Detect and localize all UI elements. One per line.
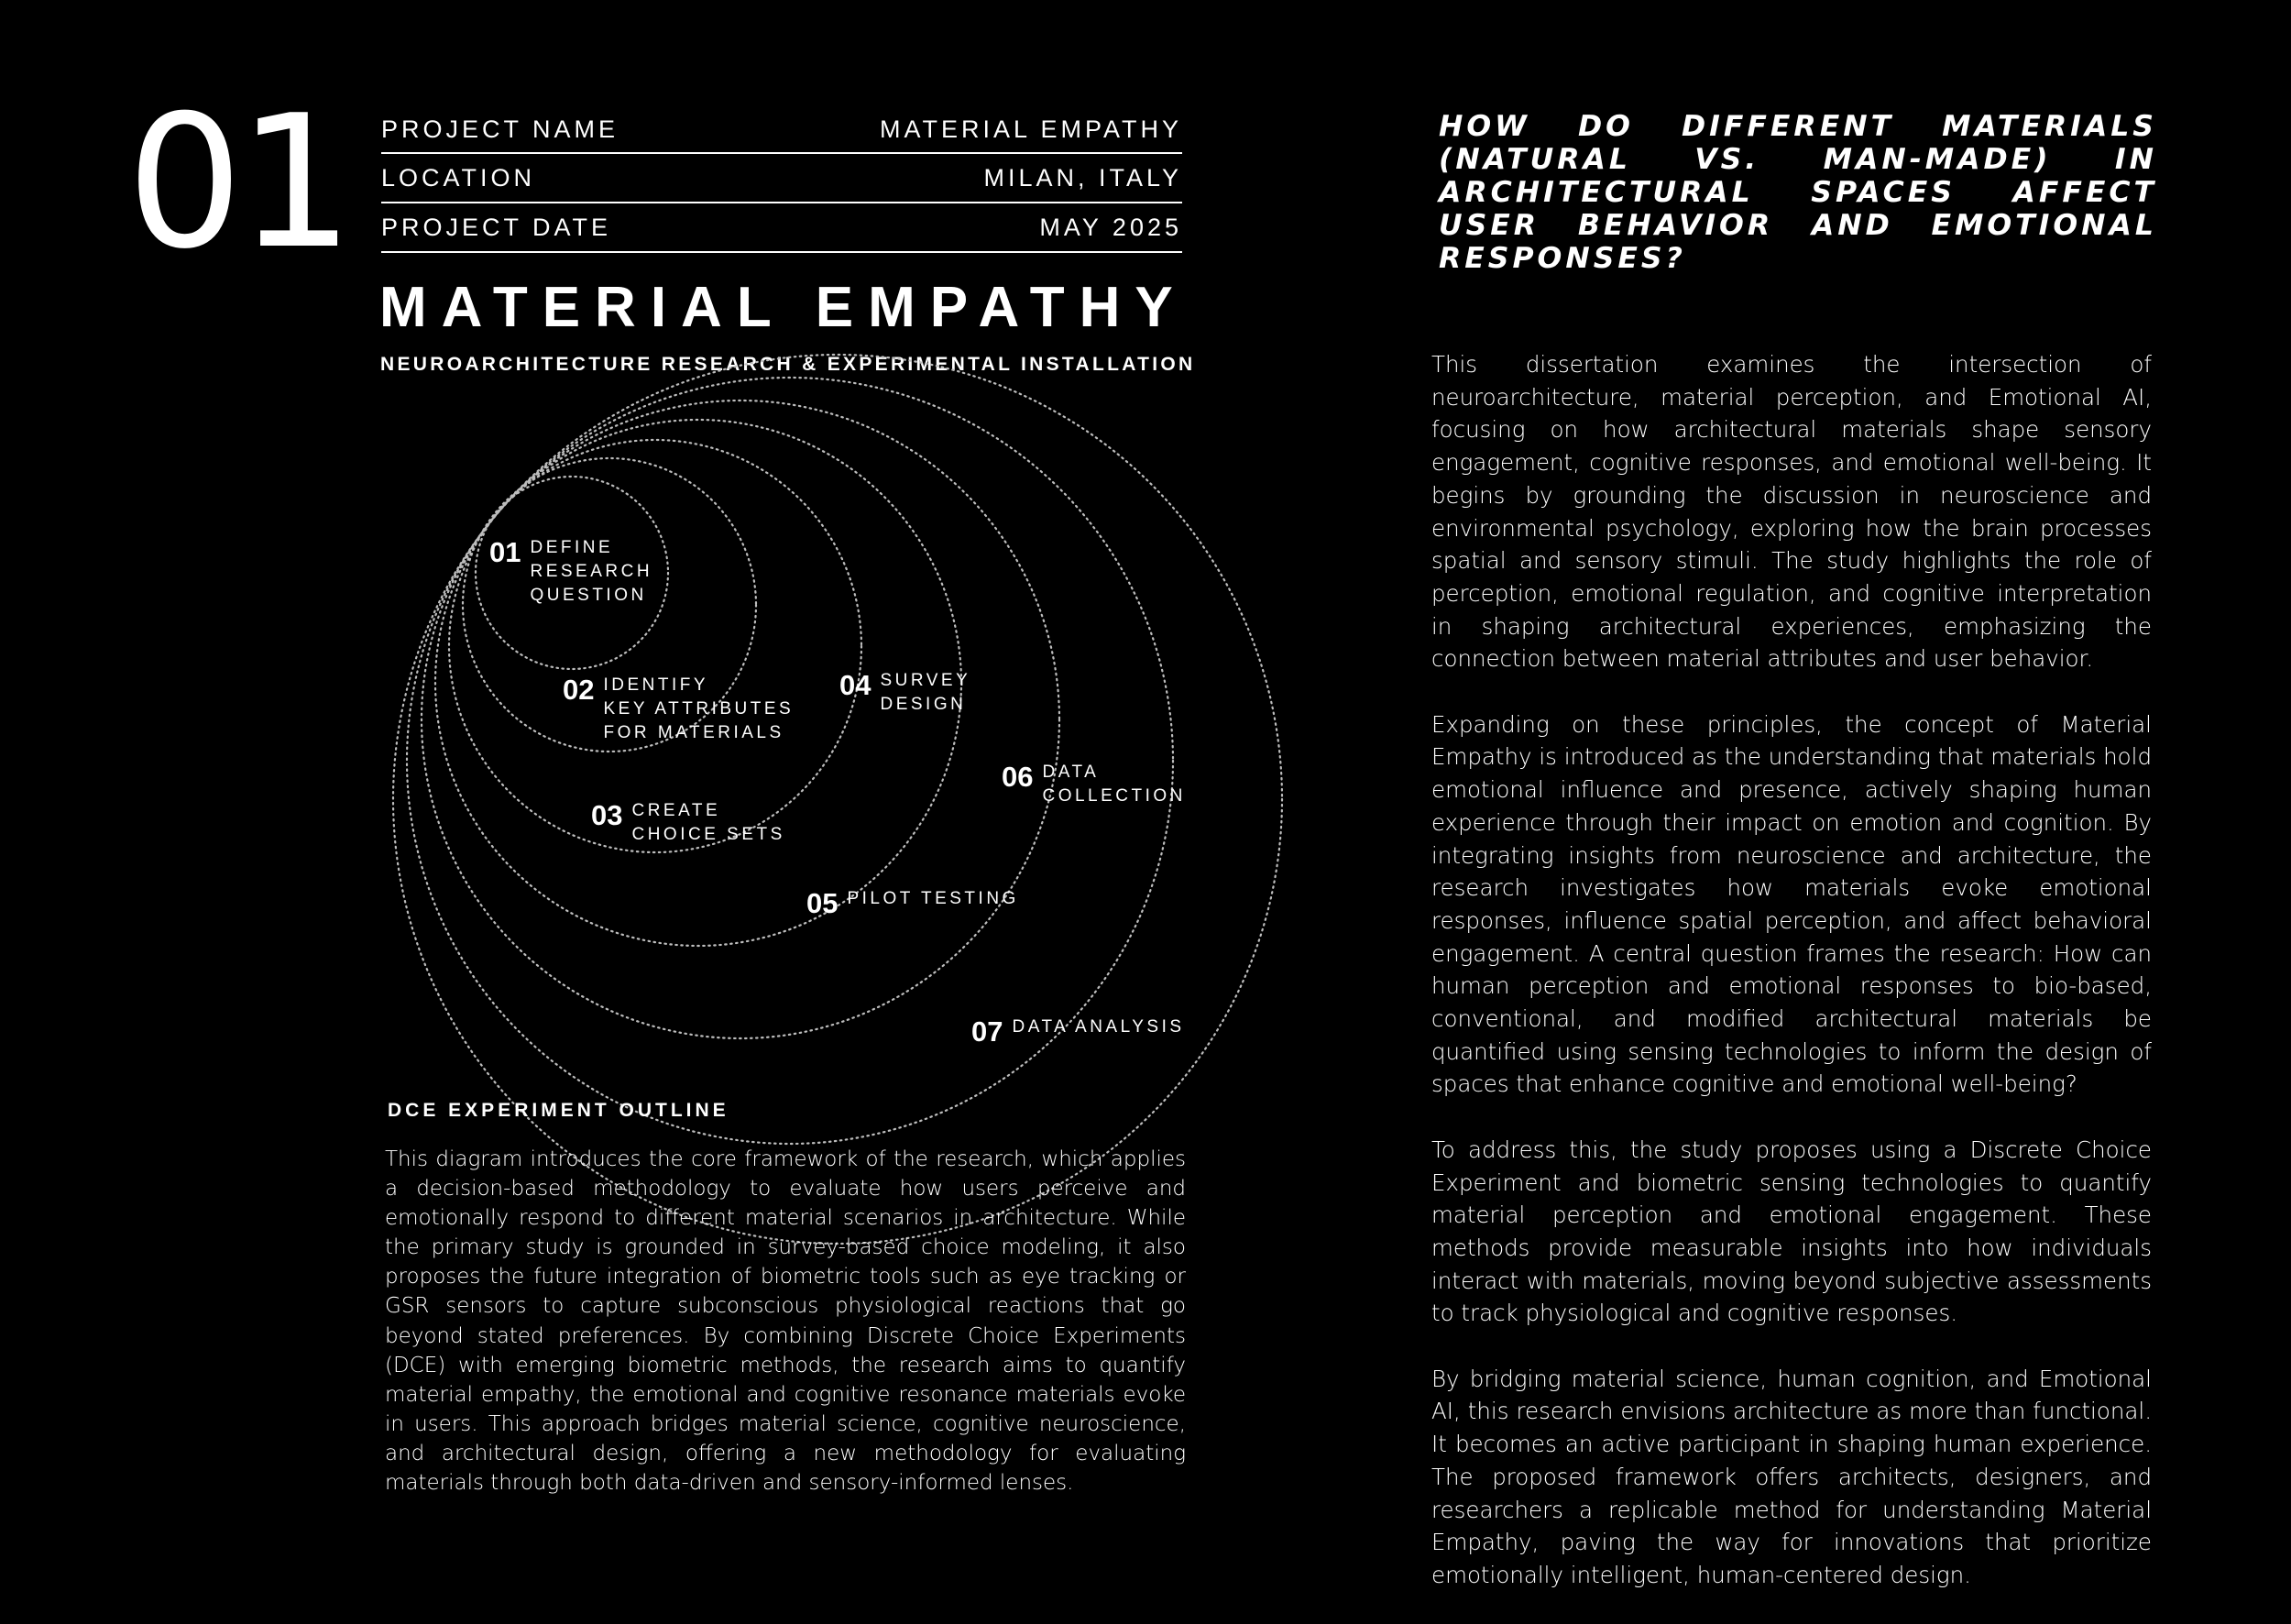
paragraph: To address this, the study proposes using a Discrete Choice Experiment and biometric sensing technologies to quantify material perception and emotional engagement. These methods provide measurable insights into how individuals interact with materials, moving beyond subjective assessments to track physiological and cognitive responses.	[1431, 1136, 2152, 1327]
project-number: 01	[126, 76, 349, 290]
step-04	[839, 669, 970, 717]
step-06	[1002, 761, 1186, 808]
paragraph: By bridging material science, human cognition, and Emotional AI, this research envisions architecture as more than functional. It becomes an active participant in shaping human experience. The proposed framework offers architects, designers, and researchers a replicable method for understanding Material Empathy, paving the way for innovations that prioritize emotionally intelligent, human-centered design.	[1431, 1365, 2152, 1588]
step-number: 06	[1002, 761, 1034, 793]
step-03	[591, 799, 785, 847]
dissertation-text	[1431, 348, 2152, 1624]
project-date-label: PROJECT DATE	[381, 213, 612, 241]
step-07	[971, 1015, 1185, 1046]
location-label: LOCATION	[381, 163, 536, 192]
step-number: 01	[489, 536, 521, 568]
step-number: 05	[806, 887, 839, 919]
step-label: DATA ANALYSIS	[1012, 1017, 1185, 1037]
paragraph: This dissertation examines the intersection of neuroarchitecture, material perception, and Emotional AI, focusing on how architectural materials shape sensory engagement, cognitive responses, and emotional well-being. It begins by grounding the discussion in neuroscience and environmental psychology, exploring how the brain processes spatial and sensory stimuli. The study highlights the role of perception, emotional regulation, and cognitive interpretation in shaping architectural experiences, emphasizing the connection between material attributes and user behavior.	[1431, 351, 2152, 673]
step-label: SURVEY DESIGN	[880, 671, 971, 714]
step-label: DATA COLLECTION	[1042, 763, 1186, 806]
page-title: MATERIAL EMPATHY	[379, 276, 1188, 339]
step-number: 02	[563, 674, 595, 706]
step-label: PILOT TESTING	[847, 889, 1019, 908]
location-value: MILAN, ITALY	[983, 163, 1182, 192]
step-05	[806, 887, 1019, 917]
step-number: 03	[591, 799, 623, 831]
project-date-value: MAY 2025	[1039, 213, 1182, 241]
step-label: IDENTIFY KEY ATTRIBUTES FOR MATERIALS	[603, 675, 795, 742]
step-01	[489, 536, 652, 608]
step-number: 04	[839, 669, 871, 701]
step-label: DEFINE RESEARCH QUESTION	[530, 538, 653, 605]
dce-outline-heading: DCE EXPERIMENT OUTLINE	[388, 1100, 729, 1121]
project-name-label: PROJECT NAME	[381, 115, 619, 143]
dce-outline-description: This diagram introduces the core framework of the research, which applies a decision-based methodology to evaluate how users perceive and emotionally respond to different material scenarios in architecture. While the primary study is grounded in survey-based choice modeling, it also proposes the future integration of biometric tools such as eye tracking or GSR sensors to capture subconscious physiological reactions that go beyond stated preferences. By combining Discrete Choice Experiments (DCE) with emerging biometric methods, the research aims to quantify material empathy, the emotional and cognitive resonance materials evoke in users. This approach bridges material science, cognitive neuroscience, and architectural design, offering a new methodology for evaluating materials through both data-driven and sensory-informed lenses.	[385, 1147, 1186, 1496]
step-number: 07	[971, 1015, 1003, 1048]
step-02	[563, 674, 794, 745]
page-subtitle: NEUROARCHITECTURE RESEARCH & EXPERIMENTAL INSTALLATION	[380, 354, 1196, 375]
project-name-value: MATERIAL EMPATHY	[879, 115, 1182, 143]
step-label: CREATE CHOICE SETS	[631, 801, 785, 844]
research-question: HOW DO DIFFERENT MATERIALS (NATURAL VS. MAN-MADE) IN ARCHITECTURAL SPACES AFFECT USER BEHAVIOR AND EMOTIONAL RESPONSES?	[1439, 110, 2157, 275]
paragraph: Expanding on these principles, the concept of Material Empathy is introduced as the understanding that materials hold emotional influence and presence, actively shaping human experience through their impact on emotion and cognition. By integrating insights from neuroscience and architecture, the research investigates how materials evoke emotional responses, influence spatial perception, and affect behavioral engagement. A central question frames the research: How can human perception and emotional responses to bio-based, conventional, and modified architectural materials be quantified using sensing technologies to inform the design of spaces that enhance cognitive and emotional well-being?	[1431, 710, 2152, 1098]
diagram-circle-3	[449, 440, 861, 852]
